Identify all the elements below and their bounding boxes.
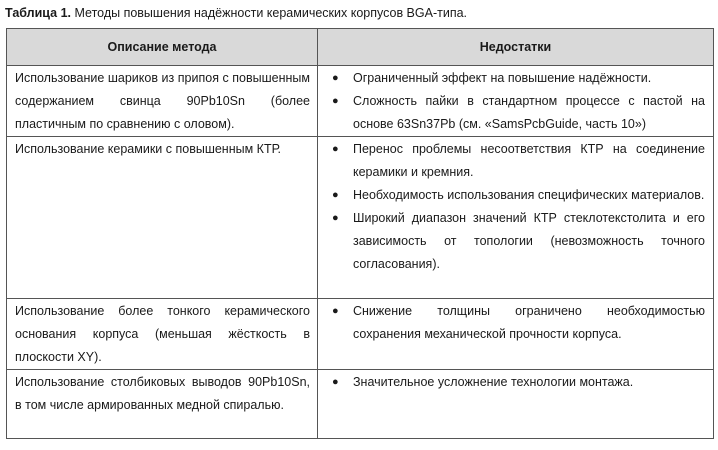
drawback-text: Сложность пайки в стандартном процессе с пастой на основе 63Sn37Pb (см. «SamsPcbGuide, часть 10») (353, 94, 705, 131)
drawbacks-cell (318, 66, 714, 137)
drawback-item (318, 67, 705, 90)
drawback-item (318, 300, 705, 346)
bullet-icon: ● (332, 305, 339, 317)
drawbacks-list (318, 300, 705, 346)
drawbacks-list (318, 371, 705, 394)
drawback-item (318, 184, 705, 207)
drawback-item (318, 207, 705, 276)
caption-text: Методы повышения надёжности керамических корпусов BGA-типа. (71, 6, 468, 20)
bullet-icon: ● (332, 376, 339, 388)
drawback-text: Перенос проблемы несоответствия КТР на соединение керамики и кремния. (353, 142, 705, 179)
table-header-row (7, 29, 714, 66)
drawback-text: Необходимость использования специфических материалов. (353, 188, 705, 202)
method-text: Использование более тонкого керамического основания корпуса (меньшая жёсткость в плоскости XY). (15, 304, 310, 364)
method-text: Использование столбиковых выводов 90Pb10Sn, в том числе армированных медной спиралью. (15, 375, 310, 412)
drawback-text: Значительное усложнение технологии монтажа. (353, 375, 634, 389)
column-header-method: Описание метода (7, 29, 318, 66)
drawback-text: Широкий диапазон значений КТР стеклотекстолита и его зависимость от топологии (невозможность точного согласования). (353, 211, 705, 271)
drawback-item (318, 371, 705, 394)
drawback-item (318, 90, 705, 136)
method-cell (7, 370, 318, 439)
method-cell (7, 66, 318, 137)
drawback-item (318, 138, 705, 184)
table-row (7, 137, 714, 299)
method-cell (7, 137, 318, 299)
method-cell (7, 299, 318, 370)
table-row (7, 299, 714, 370)
bullet-icon: ● (332, 72, 339, 84)
bullet-icon: ● (332, 95, 339, 107)
drawbacks-cell (318, 370, 714, 439)
table-row (7, 370, 714, 439)
bullet-icon: ● (332, 189, 339, 201)
drawbacks-list (318, 67, 705, 136)
methods-table (6, 28, 714, 439)
drawbacks-list (318, 138, 705, 276)
drawback-text: Снижение толщины ограничено необходимостью сохранения механической прочности корпуса. (353, 304, 705, 341)
method-text: Использование шариков из припоя с повышенным содержанием свинца 90Pb10Sn (более пластичным по сравнению с оловом). (15, 71, 310, 131)
bullet-icon: ● (332, 143, 339, 155)
drawbacks-cell (318, 299, 714, 370)
table-caption (5, 6, 467, 21)
column-header-drawbacks: Недостатки (318, 29, 714, 66)
caption-label: Таблица 1. (5, 6, 71, 20)
table-row (7, 66, 714, 137)
bullet-icon: ● (332, 212, 339, 224)
method-text: Использование керамики с повышенным КТР. (15, 142, 282, 156)
drawbacks-cell (318, 137, 714, 299)
drawback-text: Ограниченный эффект на повышение надёжности. (353, 71, 652, 85)
